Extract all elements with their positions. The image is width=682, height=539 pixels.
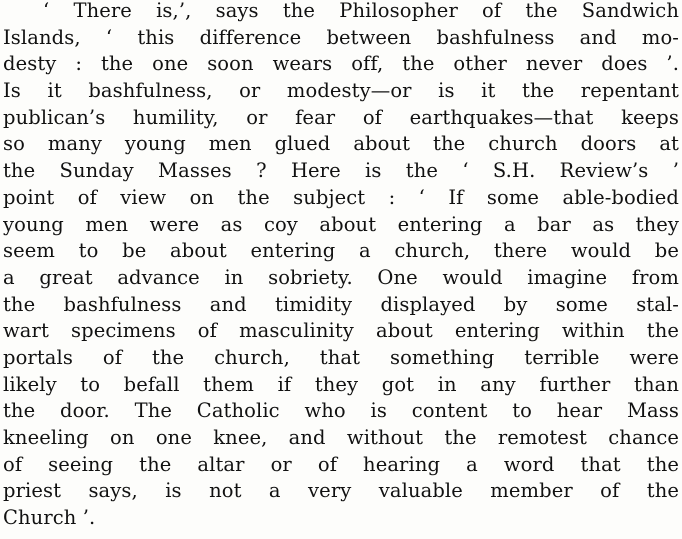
text-line: the Sunday Masses ? Here is the ‘ S.H. Review’s ’ [3,159,679,183]
article-paragraph [3,0,679,532]
text-line: desty : the one soon wears off, the other never does ’. [3,52,679,76]
text-line: likely to befall them if they got in any further than [3,372,679,396]
text-line: seem to be about entering a church, there would be [3,239,679,263]
text-line: wart specimens of masculinity about entering within the [3,319,679,343]
text-line: the bashfulness and timidity displayed by some stal- [3,292,679,316]
text-line: a great advance in sobriety. One would imagine from [3,265,679,289]
text-line: portals of the church, that something terrible were [3,345,679,369]
text-line: so many young men glued about the church doors at [3,132,679,156]
text-line: of seeing the altar or of hearing a word that the [3,452,679,476]
text-line: Islands, ‘ this difference between bashfulness and mo- [3,25,679,49]
text-line: ‘ There is,’, says the Philosopher of the Sandwich [43,0,679,22]
text-line: point of view on the subject : ‘ If some able-bodied [3,185,679,209]
text-line: kneeling on one knee, and without the remotest chance [3,426,679,449]
text-line: publican’s humility, or fear of earthquakes—that keeps [3,105,679,129]
text-line: the door. The Catholic who is content to hear Mass [3,399,679,423]
text-line: young men were as coy about entering a bar as they [3,212,679,236]
text-line: priest says, is not a very valuable member of the [3,479,679,503]
text-line: Is it bashfulness, or modesty—or is it the repentant [3,79,679,103]
text-line: Church ’. [3,506,96,530]
